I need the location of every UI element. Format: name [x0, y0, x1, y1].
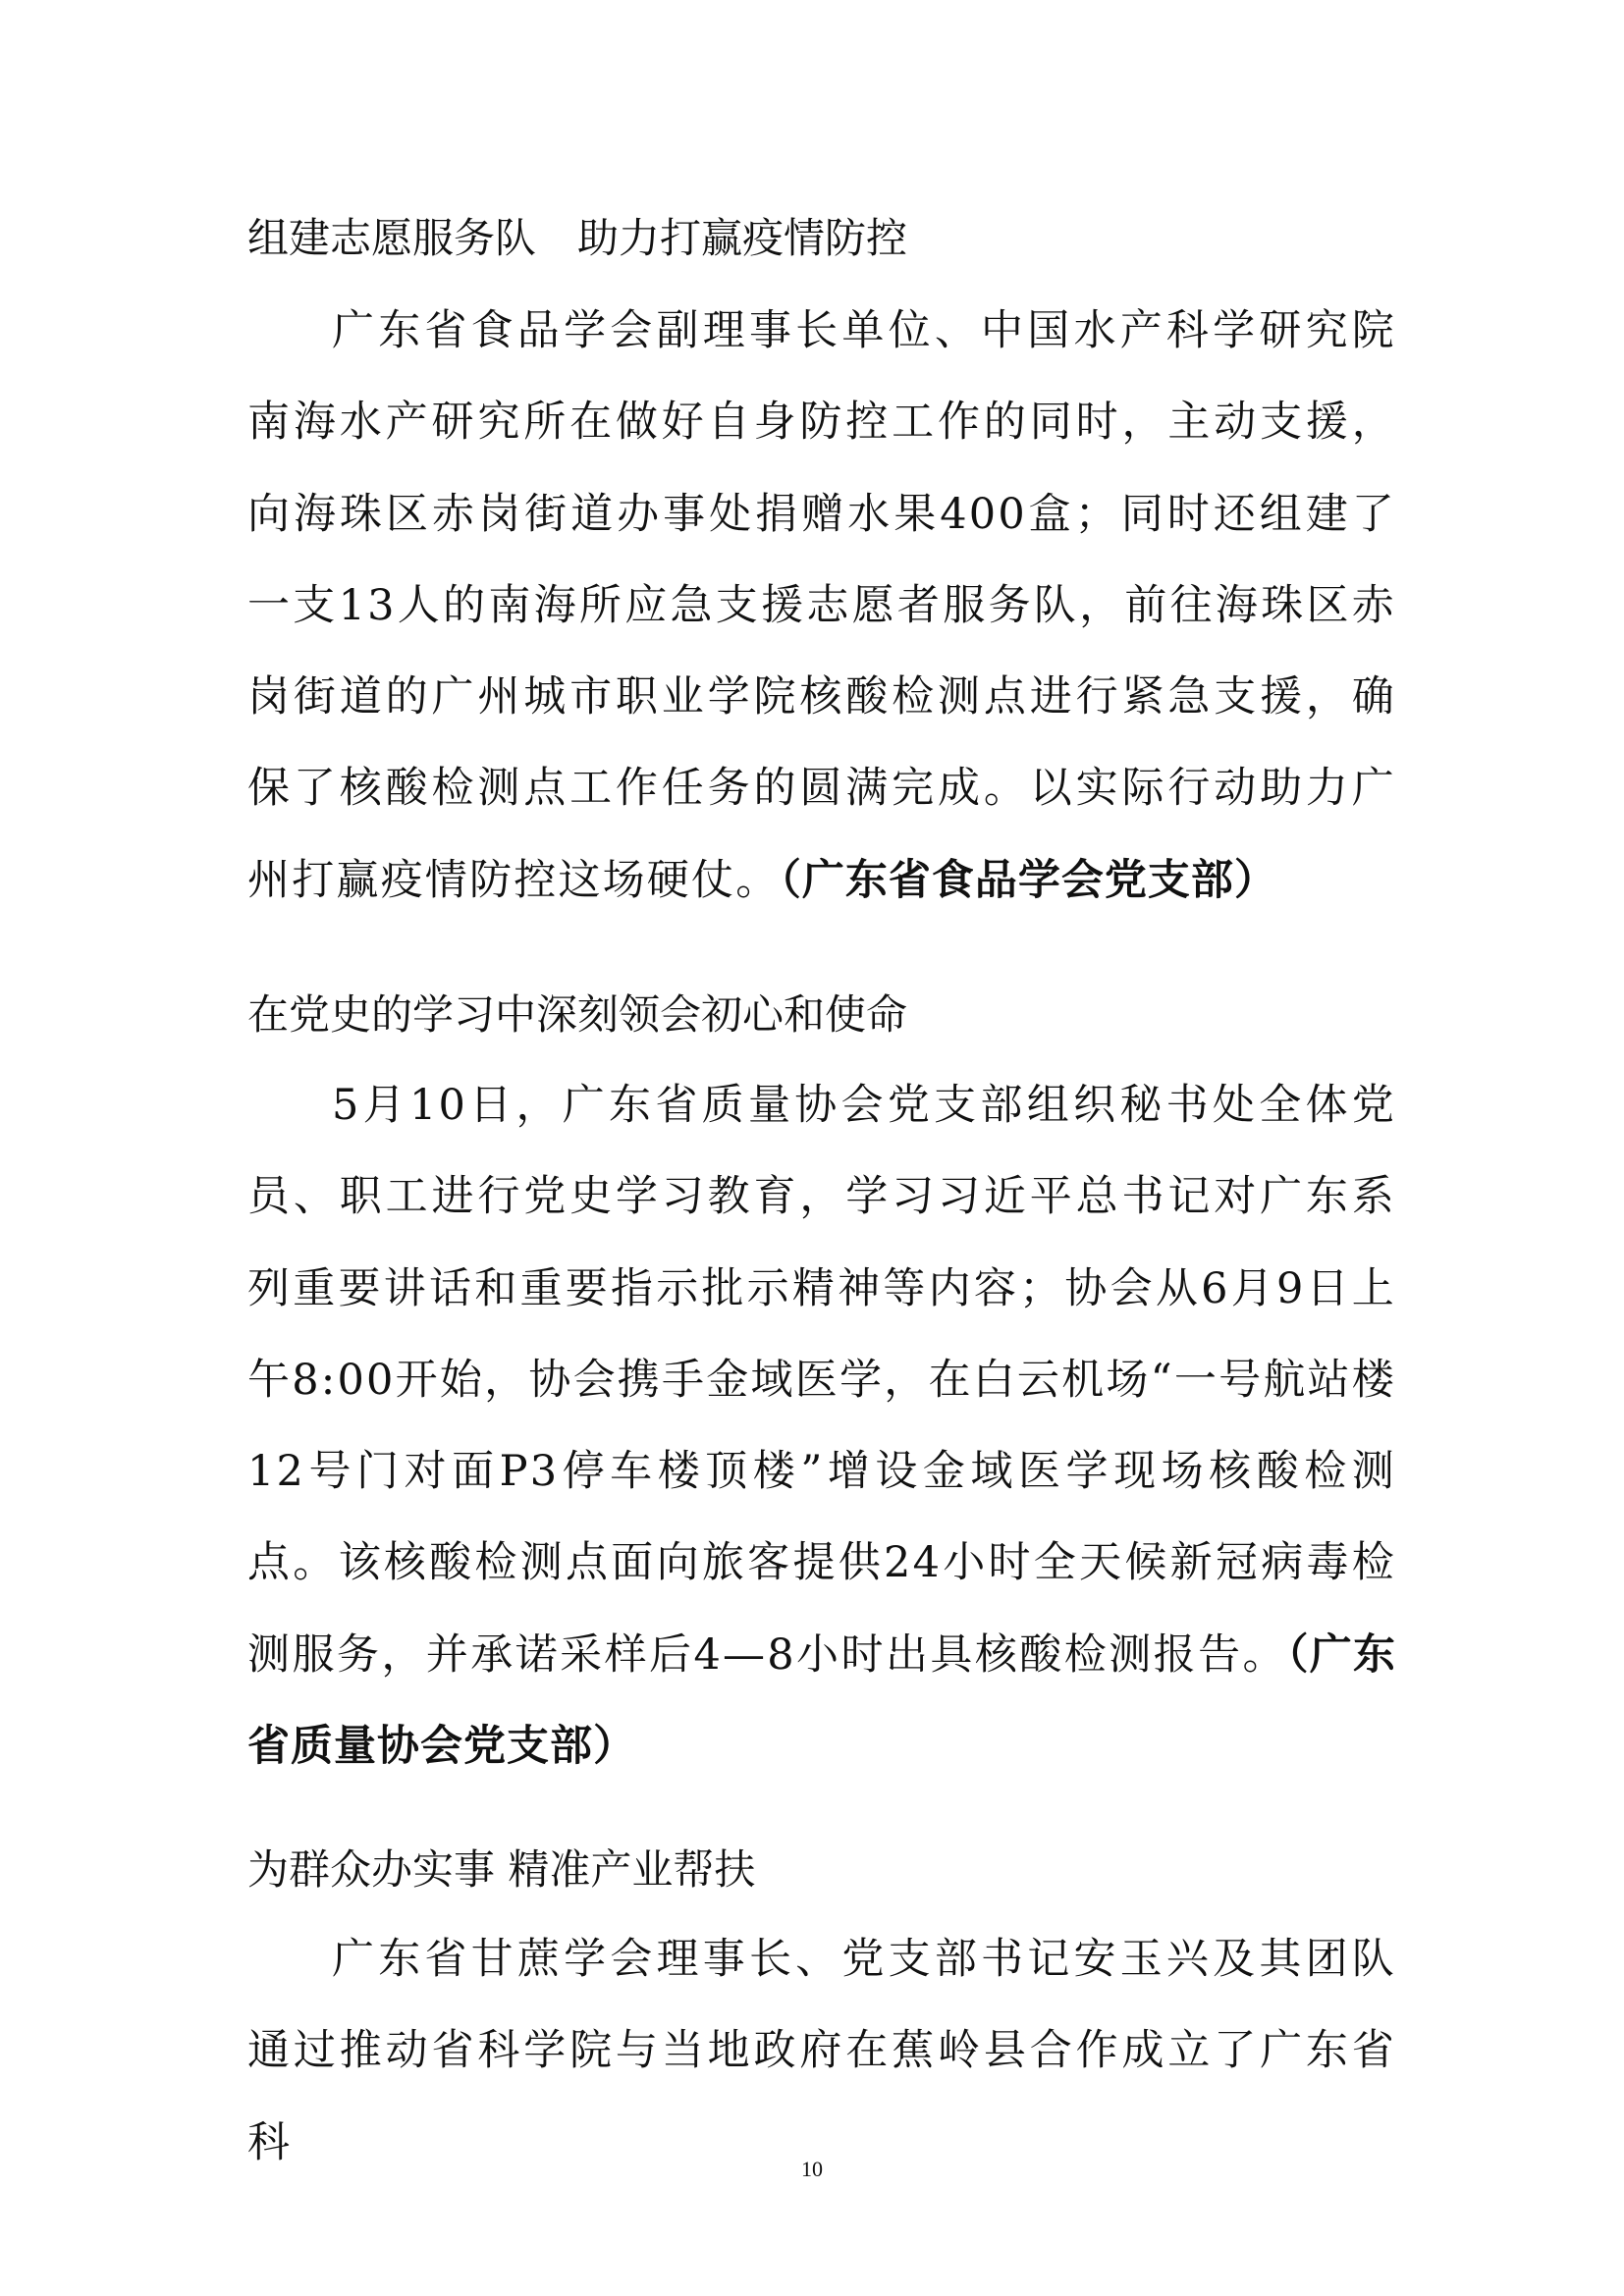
section-body-poverty-aid	[247, 1914, 1396, 2189]
page-number: 10	[801, 2157, 823, 2181]
section-body-volunteer	[247, 286, 1396, 927]
section-heading-party-history: 在党史的学习中深刻领会初心和使命	[247, 990, 908, 1039]
section-text-poverty-aid: 广东省甘蔗学会理事长、党支部书记安玉兴及其团队通过推动省科学院与当地政府在蕉岭县合作成立了广东省科	[247, 1935, 1396, 2167]
section-text-volunteer: 广东省食品学会副理事长单位、中国水产科学研究院南海水产研究所在做好自身防控工作的同时，主动支援，向海珠区赤岗街道办事处捐赠水果400盒；同时还组建了一支13人的南海所应急支援志愿者服务队，前往海珠区赤岗街道的广州城市职业学院核酸检测点进行紧急支援，确保了核酸检测点工作任务的圆满完成。以实际行动助力广州打赢疫情防控这场硬仗。	[247, 306, 1396, 905]
section-heading-volunteer: 组建志愿服务队 助力打赢疫情防控	[247, 214, 908, 262]
section-body-party-history	[247, 1060, 1396, 1792]
section-source-volunteer: （广东省食品学会党支部）	[780, 855, 1277, 905]
section-heading-poverty-aid: 为群众办实事 精准产业帮扶	[247, 1845, 756, 1894]
section-source-party-history: （广东省质量协会党支部）	[247, 1629, 1397, 1772]
section-text-party-history: 5月10日，广东省质量协会党支部组织秘书处全体党员、职工进行党史学习教育，学习习近平总书记对广东系列重要讲话和重要指示批示精神等内容；协会从6月9日上午8:00开始，协会携手金域医学，在白云机场“一号航站楼12号门对面P3停车楼顶楼”增设金域医学现场核酸检测点。该核酸检测点面向旅客提供24小时全天候新冠病毒检测服务，并承诺采样后4—8小时出具核酸检测报告。	[247, 1081, 1396, 1680]
